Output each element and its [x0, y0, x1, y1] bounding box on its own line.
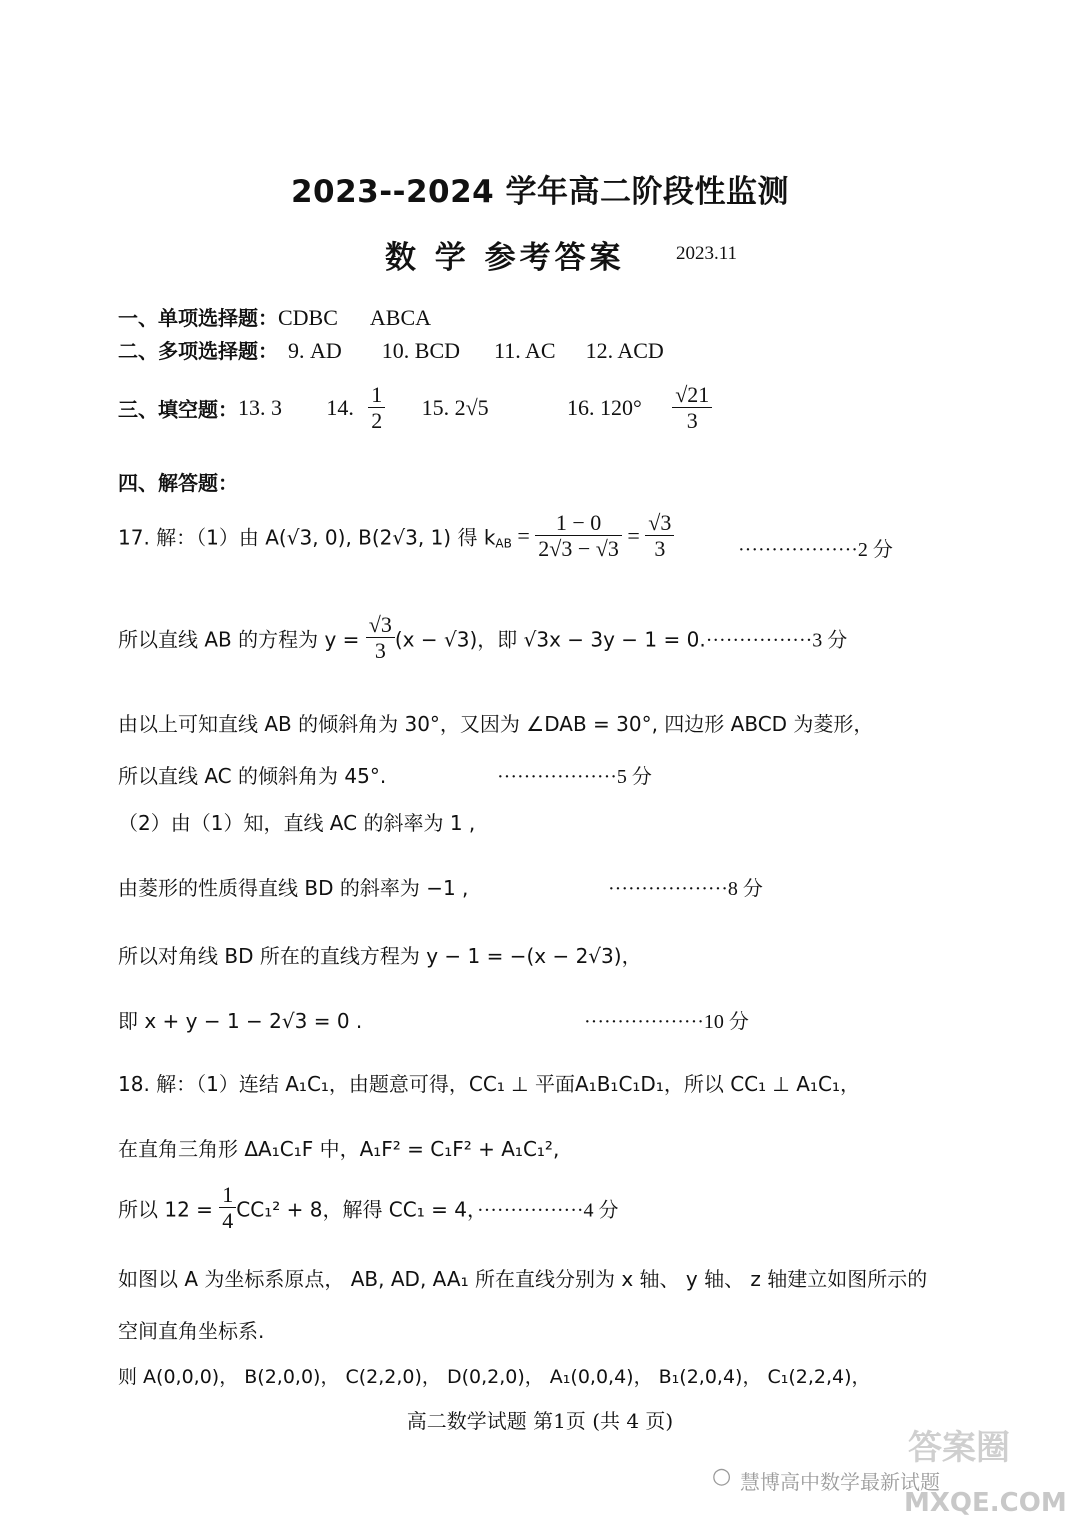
- q17-l1-subscript: AB: [495, 536, 512, 551]
- watermark-site: MXQE.COM: [904, 1488, 1067, 1518]
- fill-blank-label: 三、填空题：: [118, 397, 238, 422]
- q17-l2-text: 所以直线 AB 的方程为 y =: [118, 627, 366, 652]
- fraction-numerator: 1: [219, 1182, 236, 1208]
- q17-l1-eq2: =: [621, 522, 646, 548]
- q17-l1-eq: =: [511, 522, 536, 548]
- single-choice-answers-a: CDBC: [278, 305, 338, 330]
- fraction-numerator: √3: [366, 612, 395, 638]
- single-choice-row: [118, 302, 431, 331]
- q18-line-2: 在直角三角形 ΔA₁C₁F 中，A₁F² = C₁F² + A₁C₁²,: [118, 1137, 560, 1161]
- fill-blank-row: [118, 382, 712, 434]
- fraction-numerator: √3: [645, 510, 674, 536]
- multi-answer-10: 10. BCD: [381, 338, 461, 363]
- watermark-stamp: 答案圈: [908, 1428, 1010, 1468]
- fill-answer-14-label: 14.: [326, 394, 354, 420]
- single-choice-answers-b: ABCA: [369, 305, 432, 330]
- multi-answer-11: 11. AC: [494, 338, 556, 363]
- q17-line-8: 即 x + y − 1 − 2√3 = 0 .: [118, 1009, 363, 1033]
- fill-answer-14-fraction: [368, 382, 385, 434]
- fill-answer-13: 13. 3: [238, 394, 282, 420]
- q17-l1-text: 17. 解：（1）由 A(√3, 0), B(2√3, 1) 得 k: [118, 525, 496, 550]
- page-footer: 高二数学试题 第1页 (共 4 页): [406, 1409, 674, 1433]
- q18-line-5: 空间直角坐标系.: [118, 1319, 265, 1343]
- watermark-text: 慧博高中数学最新试题: [740, 1470, 940, 1494]
- wechat-icon: ○: [712, 1464, 732, 1489]
- fraction-denominator: 3: [654, 536, 666, 562]
- q18-line-1: 18. 解：（1）连结 A₁C₁，由题意可得，CC₁ ⊥ 平面A₁B₁C₁D₁，所以 CC₁ ⊥ A₁C₁，: [118, 1072, 860, 1096]
- fill-answer-15: 15. 2√5: [421, 394, 489, 420]
- fraction-numerator: 1: [368, 382, 385, 408]
- multi-choice-label: 二、多项选择题：: [118, 339, 278, 363]
- multi-choice-row: [118, 335, 664, 364]
- page-subtitle: 数 学 参考答案: [385, 240, 625, 276]
- q17-score-10: ··················10 分: [584, 1011, 749, 1033]
- q17-line-7: 所以对角线 BD 所在的直线方程为 y − 1 = −(x − 2√3)，: [118, 944, 642, 968]
- q17-l2-fraction: [366, 612, 395, 664]
- solution-section-label: 四、解答题：: [118, 471, 238, 495]
- q18-l3-post: CC₁² + 8，解得 CC₁ = 4，: [236, 1197, 477, 1222]
- q17-line-6: 由菱形的性质得直线 BD 的斜率为 −1 ,: [118, 876, 469, 900]
- q17-l2-post: (x − √3)，即 √3x − 3y − 1 = 0.: [394, 627, 706, 652]
- q18-line-4: 如图以 A 为坐标系原点， AB, AD, AA₁ 所在直线分别为 x 轴、 y 轴、 z 轴建立如图所示的: [118, 1267, 928, 1291]
- q18-l3-text: 所以 12 =: [118, 1197, 220, 1222]
- q17-line-2: [118, 612, 847, 664]
- fill-answer-16: 16. 120°: [567, 394, 642, 420]
- q17-line-4: 所以直线 AC 的倾斜角为 45°.: [118, 764, 387, 788]
- fill-answer-16-fraction: [672, 382, 712, 434]
- q17-line-5: （2）由（1）知，直线 AC 的斜率为 1 ,: [118, 811, 476, 835]
- fraction-denominator: 3: [686, 408, 698, 434]
- fraction-denominator: 4: [222, 1208, 234, 1234]
- fraction-numerator: √21: [672, 382, 712, 408]
- q17-score-3: ················3 分: [705, 629, 848, 652]
- q17-l1-fraction-1: [535, 510, 622, 562]
- exam-date: 2023.11: [676, 243, 738, 264]
- fraction-denominator: 2: [371, 408, 383, 434]
- fraction-denominator: 3: [374, 638, 386, 664]
- fraction-denominator: 2√3 − √3: [538, 536, 619, 562]
- multi-answer-12: 12. ACD: [585, 338, 664, 363]
- q18-line-3: [118, 1182, 619, 1234]
- q17-l1-fraction-2: [645, 510, 674, 562]
- single-choice-label: 一、单项选择题：: [118, 306, 278, 330]
- q17-score-8: ··················8 分: [608, 878, 763, 900]
- q17-line-3: 由以上可知直线 AB 的倾斜角为 30°，又因为 ∠DAB = 30°, 四边形 ABCD 为菱形，: [118, 712, 874, 736]
- multi-answer-9: 9. AD: [288, 338, 342, 363]
- q18-l3-fraction: [219, 1182, 236, 1234]
- q18-score-4: ················4 分: [476, 1199, 619, 1222]
- q17-score-5: ··················5 分: [497, 766, 652, 788]
- page-title: 2023--2024 学年高二阶段性监测: [290, 174, 790, 210]
- q17-score-2: ··················2 分: [738, 539, 893, 561]
- q17-line-1: [118, 510, 674, 562]
- fraction-numerator: 1 − 0: [535, 510, 622, 536]
- q18-line-6: 则 A(0,0,0)， B(2,0,0)， C(2,2,0)， D(0,2,0)， A₁(0,0,4)， B₁(2,0,4)， C₁(2,2,4)，: [118, 1366, 871, 1388]
